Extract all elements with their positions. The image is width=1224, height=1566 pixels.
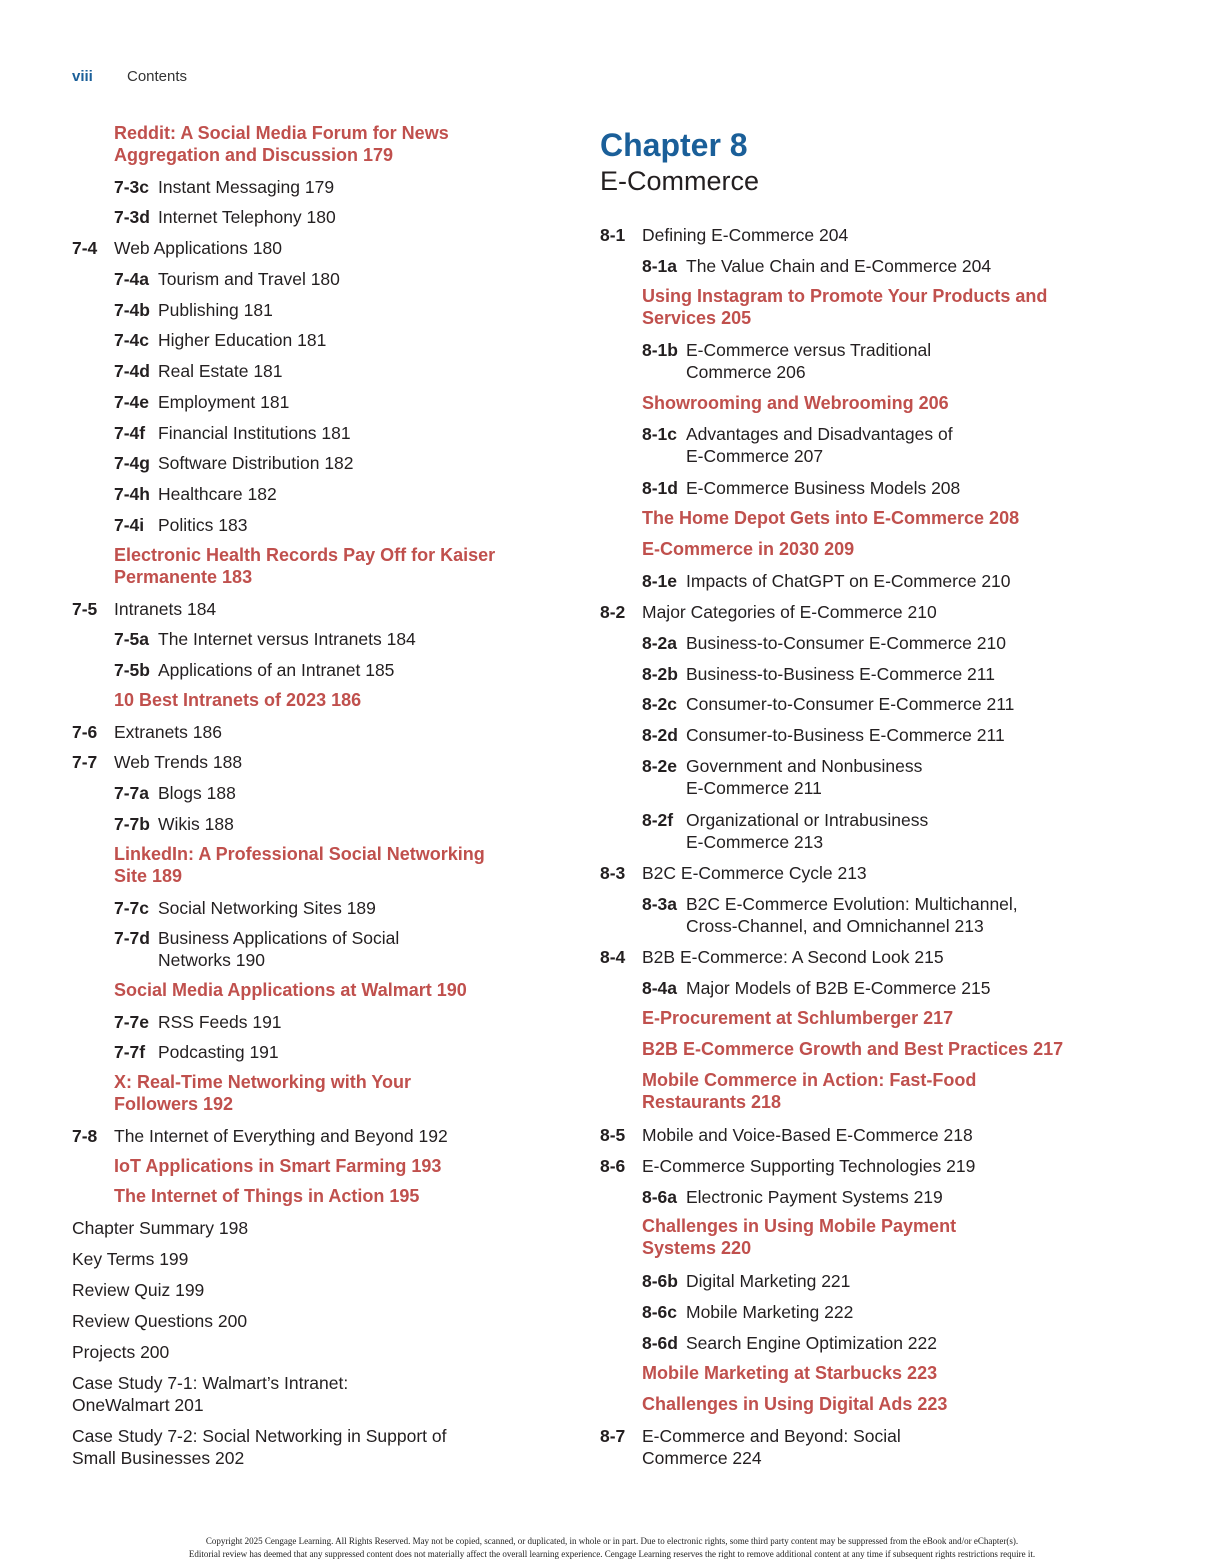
subsection-entry[interactable] <box>114 422 351 444</box>
end-matter-entry[interactable] <box>72 1310 247 1332</box>
section-title <box>158 422 351 444</box>
section-title-line: Employment 181 <box>158 392 290 412</box>
section-number: 7-7a <box>114 783 150 803</box>
section-number: 7-5 <box>72 599 98 619</box>
section-number: 8-1a <box>642 256 678 276</box>
section-title <box>686 570 1011 592</box>
subsection-entry[interactable] <box>114 813 234 835</box>
section-number: 7-5b <box>114 660 150 680</box>
section-title-line: The Internet of Everything and Beyond 192 <box>114 1126 448 1146</box>
section-title-line: Higher Education 181 <box>158 330 327 350</box>
feature-title-line: B2B E-Commerce Growth and Best Practices 217 <box>642 1039 1064 1059</box>
section-title-line: Electronic Payment Systems 219 <box>686 1187 943 1207</box>
subsection-entry[interactable] <box>114 1041 279 1063</box>
section-number: 8-2b <box>642 664 678 684</box>
section-number: 7-4i <box>114 515 145 535</box>
section-title-line: E-Commerce versus Traditional <box>686 340 932 360</box>
subsection-entry[interactable] <box>642 724 1005 746</box>
entry-title-line: Small Businesses 202 <box>72 1448 245 1468</box>
section-title <box>686 1332 937 1354</box>
section-title-line: Consumer-to-Business E-Commerce 211 <box>686 725 1005 745</box>
subsection-entry[interactable] <box>642 632 1006 654</box>
section-title-line: Healthcare 182 <box>158 484 277 504</box>
subsection-entry[interactable] <box>114 176 335 198</box>
subsection-entry[interactable] <box>114 268 340 290</box>
section-title-line: The Value Chain and E-Commerce 204 <box>686 256 992 276</box>
section-title-line: Politics 183 <box>158 515 248 535</box>
section-title-line: Social Networking Sites 189 <box>158 898 376 918</box>
subsection-entry[interactable] <box>642 977 991 999</box>
section-title <box>642 601 937 623</box>
section-number: 7-8 <box>72 1126 98 1146</box>
section-title-line: Consumer-to-Consumer E-Commerce 211 <box>686 694 1015 714</box>
section-title <box>158 176 334 198</box>
section-title-line: Internet Telephony 180 <box>158 207 336 227</box>
section-number: 7-4e <box>114 392 150 412</box>
entry-title-line: Review Quiz 199 <box>72 1280 205 1300</box>
section-title <box>686 663 995 685</box>
section-number: 8-1 <box>600 225 626 245</box>
section-title-line: Search Engine Optimization 222 <box>686 1333 937 1353</box>
feature-box-entry[interactable] <box>114 689 361 711</box>
subsection-entry[interactable] <box>114 452 354 474</box>
subsection-entry[interactable] <box>642 693 1015 715</box>
chapter-title: E-Commerce <box>600 166 760 196</box>
entry-title-line: OneWalmart 201 <box>72 1395 204 1415</box>
section-title <box>158 927 399 971</box>
section-title-line: Wikis 188 <box>158 814 234 834</box>
section-title-line: B2B E-Commerce: A Second Look 215 <box>642 947 944 967</box>
section-title <box>158 452 354 474</box>
subsection-entry[interactable] <box>642 477 961 499</box>
feature-title-line: Mobile Commerce in Action: Fast-Food <box>642 1070 977 1090</box>
section-title <box>158 329 326 351</box>
section-number: 8-2f <box>642 810 674 830</box>
subsection-entry[interactable] <box>642 1301 854 1323</box>
subsection-entry[interactable] <box>114 483 277 505</box>
section-title-line: Business-to-Business E-Commerce 211 <box>686 664 995 684</box>
section-title <box>686 809 928 853</box>
section-title-line: RSS Feeds 191 <box>158 1012 282 1032</box>
feature-title-line: Challenges in Using Digital Ads 223 <box>642 1394 948 1414</box>
section-title-line: Digital Marketing 221 <box>686 1271 851 1291</box>
section-title <box>114 598 216 620</box>
subsection-entry[interactable] <box>642 255 992 277</box>
subsection-entry[interactable] <box>114 782 236 804</box>
feature-title-line: 10 Best Intranets of 2023 186 <box>114 690 362 710</box>
feature-title-line: Permanente 183 <box>114 567 253 587</box>
section-title <box>158 813 234 835</box>
section-title <box>114 1125 448 1147</box>
feature-title-line: The Home Depot Gets into E-Commerce 208 <box>642 508 1020 528</box>
subsection-entry[interactable] <box>114 299 273 321</box>
section-number: 8-6c <box>642 1302 678 1322</box>
section-title <box>686 893 1018 937</box>
section-title-line: Software Distribution 182 <box>158 453 354 473</box>
subsection-entry[interactable] <box>642 755 923 798</box>
section-title-line: Commerce 206 <box>686 362 806 382</box>
section-title <box>686 1270 850 1292</box>
section-title-line: Business-to-Consumer E-Commerce 210 <box>686 633 1006 653</box>
section-title-line: Business Applications of Social <box>158 928 400 948</box>
section-title-line: Government and Nonbusiness <box>686 756 923 776</box>
section-number: 7-4c <box>114 330 150 350</box>
end-matter-entry[interactable] <box>72 1217 248 1239</box>
section-title <box>686 755 922 799</box>
section-title <box>114 721 222 743</box>
section-title <box>158 360 283 382</box>
entry-title-line: Case Study 7-2: Social Networking in Support of <box>72 1426 447 1446</box>
section-title-line: Real Estate 181 <box>158 361 283 381</box>
entry-title-line: Key Terms 199 <box>72 1249 189 1269</box>
subsection-entry[interactable] <box>114 659 395 681</box>
feature-title-line: Site 189 <box>114 866 183 886</box>
page-number: viii <box>72 68 93 85</box>
feature-title-line: Showrooming and Webrooming 206 <box>642 393 949 413</box>
section-title <box>686 339 931 383</box>
feature-title-line: Systems 220 <box>642 1238 752 1258</box>
feature-title-line: E-Procurement at Schlumberger 217 <box>642 1008 954 1028</box>
section-number: 7-7b <box>114 814 150 834</box>
section-title-line: E-Commerce and Beyond: Social <box>642 1426 901 1446</box>
subsection-entry[interactable] <box>642 1270 851 1292</box>
section-title <box>158 391 289 413</box>
subsection-entry[interactable] <box>642 570 1011 592</box>
section-number: 8-1b <box>642 340 678 360</box>
subsection-entry[interactable] <box>642 1186 943 1208</box>
section-title <box>686 632 1006 654</box>
section-number: 8-3a <box>642 894 678 914</box>
section-number: 8-2d <box>642 725 678 745</box>
feature-box-entry[interactable] <box>114 843 485 887</box>
section-title-line: Intranets 184 <box>114 599 217 619</box>
section-title <box>686 477 960 499</box>
section-title-line: Networks 190 <box>158 950 265 970</box>
end-matter-entry[interactable] <box>72 1425 447 1469</box>
section-title-line: Mobile Marketing 222 <box>686 1302 854 1322</box>
copyright-line-1: Copyright 2025 Cengage Learning. All Rights Reserved. May not be copied, scanned, or duplicated, in whole or in part. Due to electronic rights, some third party content may be suppressed from the eBook and/or eChapter(s). <box>205 1536 1019 1546</box>
section-number: 7-4f <box>114 423 146 443</box>
section-title <box>114 237 282 259</box>
section-title <box>642 1124 973 1146</box>
subsection-entry[interactable] <box>642 1332 937 1354</box>
section-number: 7-6 <box>72 722 98 742</box>
section-title-line: Web Trends 188 <box>114 752 243 772</box>
section-number: 8-3 <box>600 863 626 883</box>
section-title-line: Cross-Channel, and Omnichannel 213 <box>686 916 984 936</box>
section-number: 8-6d <box>642 1333 678 1353</box>
subsection-entry[interactable] <box>114 628 416 650</box>
section-label: Contents <box>127 68 188 85</box>
section-title <box>686 724 1005 746</box>
copyright-footer <box>0 1535 1224 1561</box>
section-title <box>158 1041 279 1063</box>
subsection-entry[interactable] <box>114 514 248 536</box>
section-number: 7-4h <box>114 484 150 504</box>
section-title-line: E-Commerce Business Models 208 <box>686 478 961 498</box>
subsection-entry[interactable] <box>114 360 283 382</box>
end-matter-entry[interactable] <box>72 1279 204 1301</box>
section-number: 8-2c <box>642 694 678 714</box>
section-title-line: E-Commerce 213 <box>686 832 824 852</box>
section-title <box>158 897 376 919</box>
feature-title-line: The Internet of Things in Action 195 <box>114 1186 420 1206</box>
copyright-line-2: Editorial review has deemed that any suppressed content does not materially affect the overall learning experience. Cengage Learning reserves the right to remove additional content at any time if subsequent rights restrictions require it. <box>188 1549 1036 1559</box>
section-title-line: Instant Messaging 179 <box>158 177 335 197</box>
end-matter-entry[interactable] <box>72 1341 169 1363</box>
feature-title-line: Using Instagram to Promote Your Products and <box>642 286 1048 306</box>
feature-title-line: Social Media Applications at Walmart 190 <box>114 980 467 1000</box>
section-title-line: Organizational or Intrabusiness <box>686 810 929 830</box>
section-number: 8-4 <box>600 947 626 967</box>
section-number: 7-7d <box>114 928 150 948</box>
chapter-number: Chapter 8 <box>600 127 748 163</box>
section-number: 7-3d <box>114 207 150 227</box>
subsection-entry[interactable] <box>114 329 327 351</box>
subsection-entry[interactable] <box>642 663 995 685</box>
section-title-line: Major Models of B2B E-Commerce 215 <box>686 978 991 998</box>
feature-title-line: Followers 192 <box>114 1094 234 1114</box>
section-title-line: Major Categories of E-Commerce 210 <box>642 602 937 622</box>
section-number: 8-2e <box>642 756 678 776</box>
section-title <box>642 1155 975 1177</box>
section-title-line: Applications of an Intranet 185 <box>158 660 395 680</box>
section-title <box>642 224 848 246</box>
section-number: 8-1e <box>642 571 678 591</box>
section-title-line: Podcasting 191 <box>158 1042 279 1062</box>
section-title-line: E-Commerce Supporting Technologies 219 <box>642 1156 976 1176</box>
section-number: 7-5a <box>114 629 150 649</box>
feature-box-entry[interactable] <box>114 1155 441 1177</box>
section-title <box>158 628 416 650</box>
section-number: 8-5 <box>600 1125 626 1145</box>
end-matter-entry[interactable] <box>72 1372 348 1416</box>
section-title-line: E-Commerce 207 <box>686 446 824 466</box>
section-title <box>686 423 953 467</box>
subsection-entry[interactable] <box>642 339 932 382</box>
section-title-line: Mobile and Voice-Based E-Commerce 218 <box>642 1125 973 1145</box>
subsection-entry[interactable] <box>114 391 290 413</box>
feature-box-entry[interactable] <box>642 1069 976 1113</box>
section-title-line: Publishing 181 <box>158 300 273 320</box>
section-title-line: B2C E-Commerce Cycle 213 <box>642 863 867 883</box>
section-title <box>158 1011 282 1033</box>
running-header <box>72 68 188 85</box>
section-title <box>686 1301 853 1323</box>
subsection-entry[interactable] <box>114 206 336 228</box>
section-title-line: Commerce 224 <box>642 1448 762 1468</box>
entry-title-line: Case Study 7-1: Walmart’s Intranet: <box>72 1373 349 1393</box>
section-number: 7-7e <box>114 1012 150 1032</box>
subsection-entry[interactable] <box>642 423 953 466</box>
section-title <box>158 268 340 290</box>
section-title <box>158 206 336 228</box>
section-number: 8-7 <box>600 1426 626 1446</box>
feature-title-line: E-Commerce in 2030 209 <box>642 539 855 559</box>
section-title <box>158 514 248 536</box>
section-number: 8-6a <box>642 1187 678 1207</box>
section-number: 7-4d <box>114 361 150 381</box>
feature-title-line: X: Real-Time Networking with Your <box>114 1072 412 1092</box>
section-title <box>158 299 273 321</box>
section-number: 8-2a <box>642 633 678 653</box>
section-number: 7-7f <box>114 1042 146 1062</box>
section-number: 7-7 <box>72 752 98 772</box>
section-title <box>642 1425 901 1469</box>
section-number: 8-6 <box>600 1156 626 1176</box>
section-number: 8-1c <box>642 424 678 444</box>
feature-box-entry[interactable] <box>642 1038 1063 1060</box>
section-title-line: B2C E-Commerce Evolution: Multichannel, <box>686 894 1018 914</box>
feature-box-entry[interactable] <box>114 544 495 588</box>
entry-title-line: Chapter Summary 198 <box>72 1218 249 1238</box>
section-title-line: Impacts of ChatGPT on E-Commerce 210 <box>686 571 1011 591</box>
feature-box-entry[interactable] <box>642 1362 937 1384</box>
section-title <box>686 255 991 277</box>
feature-title-line: IoT Applications in Smart Farming 193 <box>114 1156 442 1176</box>
feature-title-line: Reddit: A Social Media Forum for News <box>114 123 449 143</box>
subsection-entry[interactable] <box>642 809 929 852</box>
section-title-line: Tourism and Travel 180 <box>158 269 340 289</box>
subsection-entry[interactable] <box>114 1011 282 1033</box>
section-number: 7-4g <box>114 453 150 473</box>
section-number: 8-2 <box>600 602 626 622</box>
feature-box-entry[interactable] <box>642 538 854 560</box>
section-number: 8-1d <box>642 478 678 498</box>
section-title <box>686 693 1014 715</box>
section-title <box>686 1186 943 1208</box>
section-number: 7-3c <box>114 177 150 197</box>
feature-box-entry[interactable] <box>642 507 1019 529</box>
section-title <box>642 862 867 884</box>
section-number: 7-4a <box>114 269 150 289</box>
section-number: 7-4b <box>114 300 150 320</box>
feature-box-entry[interactable] <box>642 1215 956 1259</box>
section-number: 7-4 <box>72 238 98 258</box>
section-title <box>114 751 242 773</box>
subsection-entry[interactable] <box>642 893 1018 936</box>
section-number: 8-6b <box>642 1271 678 1291</box>
feature-box-entry[interactable] <box>114 122 449 166</box>
feature-box-entry[interactable] <box>642 392 949 414</box>
section-title <box>158 483 277 505</box>
subsection-entry[interactable] <box>114 927 400 970</box>
subsection-entry[interactable] <box>114 897 376 919</box>
entry-title-line: Projects 200 <box>72 1342 170 1362</box>
feature-title-line: Aggregation and Discussion 179 <box>114 145 394 165</box>
feature-box-entry[interactable] <box>114 1185 419 1207</box>
feature-title-line: Services 205 <box>642 308 752 328</box>
section-title-line: The Internet versus Intranets 184 <box>158 629 416 649</box>
section-title-line: Web Applications 180 <box>114 238 282 258</box>
section-title-line: Defining E-Commerce 204 <box>642 225 849 245</box>
feature-title-line: Mobile Marketing at Starbucks 223 <box>642 1363 938 1383</box>
feature-box-entry[interactable] <box>642 1007 953 1029</box>
feature-title-line: Electronic Health Records Pay Off for Kaiser <box>114 545 496 565</box>
section-title-line: Financial Institutions 181 <box>158 423 351 443</box>
feature-box-entry[interactable] <box>642 285 1047 329</box>
section-number: 8-4a <box>642 978 678 998</box>
section-title <box>158 782 236 804</box>
feature-box-entry[interactable] <box>642 1393 947 1415</box>
section-title <box>686 977 990 999</box>
feature-title-line: LinkedIn: A Professional Social Networking <box>114 844 485 864</box>
feature-box-entry[interactable] <box>114 1071 411 1115</box>
end-matter-entry[interactable] <box>72 1248 188 1270</box>
feature-title-line: Restaurants 218 <box>642 1092 782 1112</box>
section-title-line: E-Commerce 211 <box>686 778 822 798</box>
section-title-line: Extranets 186 <box>114 722 222 742</box>
section-title-line: Advantages and Disadvantages of <box>686 424 953 444</box>
entry-title-line: Review Questions 200 <box>72 1311 248 1331</box>
section-title-line: Blogs 188 <box>158 783 236 803</box>
section-number: 7-7c <box>114 898 150 918</box>
feature-box-entry[interactable] <box>114 979 467 1001</box>
feature-title-line: Challenges in Using Mobile Payment <box>642 1216 957 1236</box>
section-title <box>158 659 394 681</box>
section-title <box>642 946 944 968</box>
